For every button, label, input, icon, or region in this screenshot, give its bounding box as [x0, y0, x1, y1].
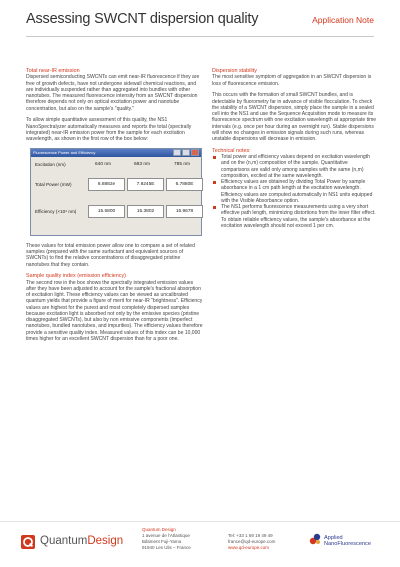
email-address: france@qd-europe.com: [228, 539, 276, 544]
address-line: 91940 Les Ulis – France: [142, 545, 191, 550]
list-item: Total power and efficiency values depend on excitation wavelength and on the (n,m) composition of the sample. Quantitative comparisons are valid only among samples with the same (n,m) composition, excited at the same wavelength.: [212, 154, 377, 179]
partner-logo: [308, 532, 371, 551]
right-column: [212, 68, 377, 229]
list-item: Efficiency values are obtained by dividing Total Power by sample absorbance in a 1 cm path length at the excitation wavelength. Efficiency values are computed automatically in NS1 units equipped with the Visible Absorbance option.: [212, 179, 377, 204]
phone-number: Tel: +33 1 69 19 49 49: [228, 533, 273, 538]
company-logo-text: [40, 535, 123, 547]
paragraph-aggregation-symptom: The most sensitive symptom of aggregation in an SWCNT dispersion is loss of fluorescence emission.: [212, 74, 372, 87]
section-heading-total-emission: Total near-IR emission: [26, 68, 80, 74]
excitation-label: Excitation (nm): [35, 161, 66, 167]
quantum-design-logo-icon: [21, 535, 35, 549]
section-heading-dispersion-stability: Dispersion stability: [212, 68, 257, 74]
nanofluorescence-logo-icon: [308, 532, 322, 546]
wavelength-683: 683 nm: [134, 161, 150, 167]
paragraph-stability-check: This occurs with the formation of small SWCNT bundles, and is detectable by fluorometry far in advance of visible flocculation. To check the stability of a SWCNT dispersion, simply place the sample in a sealed cell into the NS1 and use the Sequence Acquisition mode to measure its fluorescence spectrum with one excitation wavelength at appropriate time intervals (e.g. once per hour during an overnight run). Stable dispersions will show no changes in emission signals during such runs, whereas unstable dispersions will decrease in emission.: [212, 92, 377, 142]
address-line: 1 avenue de l'Atlantique: [142, 533, 190, 538]
total-power-value-683: 7.9245E: [127, 178, 164, 191]
technical-notes-list: [212, 154, 377, 229]
window-title: Fluorescence Power and Efficiency: [33, 149, 96, 155]
section-heading-technical-notes: Technical notes:: [212, 147, 251, 154]
efficiency-label: Efficiency (×10⁴ nm): [35, 208, 77, 214]
efficiency-value-683: 15.3802: [127, 205, 164, 218]
contact-details: [228, 533, 275, 551]
list-item: The NS1 performs fluorescence measurements using a very short effective path length, minimizing distortions from the inner filter effect. To obtain reliable efficiency values, the sample's absorbance at the excitation wavelength should not exceed 1 per cm.: [212, 204, 377, 229]
page-title: Assessing SWCNT dispersion quality: [26, 11, 259, 27]
wavelength-640: 640 nm: [95, 161, 111, 167]
address-line: Bâtiment Fuji-Yama: [142, 539, 182, 544]
paragraph-total-emission: Dispersed semiconducting SWCNTs can emit near-IR fluorescence if they are free of growth defects, have not undergone sidewall chemical reactions, and are individually suspended rather than aggregated into bundles with other nanotubes. The measured fluorescence intensity from an SWCNT dispersion therefore depends not only on optical excitation power and nanotube concentration, but also on the sample's "quality.": [26, 74, 200, 112]
total-power-label: Total Power (mW): [35, 181, 72, 187]
close-icon: [191, 149, 199, 156]
total-power-value-785: 6.7880E: [166, 178, 203, 191]
partner-name: [324, 535, 371, 547]
window-controls: [173, 149, 199, 156]
partner-name-line1: Applied: [324, 535, 343, 541]
software-window-screenshot: [30, 148, 202, 236]
total-power-value-640: 8.8882e: [88, 178, 125, 191]
logo-word-quantum: Quantum: [40, 535, 88, 547]
maximize-icon: [182, 149, 190, 156]
paragraph-quality-index: The second row in the box shows the spectrally integrated emission values after they have been adjusted to account for the sample's fractional absorption of excitation light. These efficiency values can be viewed as uncalibrated quantum yields that provide a figure of merit for near-IR "brightness". Efficiency values are highest for the purest and most completely dispersed samples because excitation light is absorbed not only by the emissive species (pristine disaggregated SWCNTs), but also by non emissive components (imperfect nanotubes, bundled nanotubes, and impurities). The efficiency values therefore provide a sensitive quality index. Measured values of this index can be 10,000 times higher for an excellent SWCNT dispersion than for a poor one.: [26, 279, 203, 342]
header-divider: [26, 36, 374, 37]
paragraph-relative-concentration: These values for total emission power allow one to compare a set of related samples (prepared with the same surfactant and equivalent sources of SWCNTs) to find the relative concentrations of disaggregated pristine nanotubes that they contain.: [26, 242, 195, 268]
wavelength-785: 785 nm: [174, 161, 190, 167]
website-link[interactable]: www.qd-europe.com: [228, 545, 270, 550]
footer-divider: [0, 521, 400, 522]
efficiency-value-785: 16.9678: [166, 205, 203, 218]
minimize-icon: [173, 149, 181, 156]
company-name: Quantum Design: [142, 527, 176, 532]
section-heading-quality-index: Sample quality index (emission efficiency): [26, 273, 126, 280]
company-address: [142, 527, 191, 551]
logo-word-design: Design: [87, 535, 124, 547]
document-type-label: Application Note: [312, 15, 374, 25]
left-column: [26, 68, 204, 348]
paragraph-quality-assessment: To allow simple quantitative assessment of this quality, the NS1 NanoSpectralyzer automatically measures and reports the total (spectrally integrated) near-IR emission power from the sample for each excitation wavelength, as shown in the first row of the box below:: [26, 117, 192, 142]
efficiency-value-640: 15.5800: [88, 205, 125, 218]
partner-name-line2: NanoFluorescence: [324, 541, 371, 547]
window-title-bar: [31, 149, 201, 157]
